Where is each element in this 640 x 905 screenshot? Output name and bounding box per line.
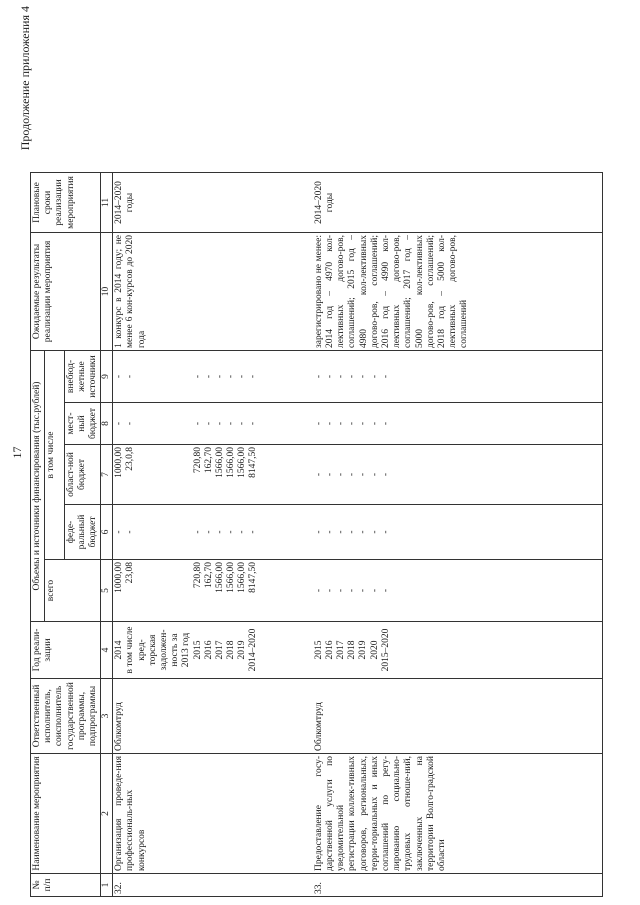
activity-name: Предоставление госу-дарственной услуги по уведомительной регистрации коллек-тивных договоров, региональных, терри-ториальных и иных соглашений по регу-лированию социально-трудовых отноше-ний, заключенных на территории Волго-градской области xyxy=(313,754,603,874)
row-number: 32. xyxy=(113,874,313,897)
regional-values: - - - - - - - xyxy=(313,445,603,505)
header-terms: Плановые сроки реализации мероприятия xyxy=(31,173,101,233)
col-number: 9 xyxy=(101,351,113,403)
row-number: 33. xyxy=(313,874,603,897)
total-values: 1000,00 23,08 720,80 162,70 1566,00 1566,00 1566,00 8147,50 xyxy=(113,560,313,622)
col-number: 2 xyxy=(101,754,113,874)
expected-results: 1 конкурс в 2014 году; не менее 6 кон-курсов до 2020 года xyxy=(113,233,313,351)
offbudget-values: - - - - - - - xyxy=(313,351,603,403)
col-number: 1 xyxy=(101,874,113,897)
executor: Облкомтруд xyxy=(113,679,313,754)
continuation-label: Продолжение приложения 4 xyxy=(18,6,32,151)
header-name: Наименование мероприятия xyxy=(31,754,101,874)
col-number: 8 xyxy=(101,403,113,445)
header-executor: Ответственный исполнитель, соисполнитель государственной программы, подпрограммы xyxy=(31,679,101,754)
col-number: 4 xyxy=(101,622,113,679)
federal-values: - - - - - - - xyxy=(313,505,603,560)
col-number: 5 xyxy=(101,560,113,622)
years-list: 2014 в том числе кред- торская задолжен- ность за 2013 год 2015 2016 2017 2018 2019 2014–2020 xyxy=(113,622,313,679)
terms: 2014–2020 годы xyxy=(113,173,313,233)
header-funding: Объемы и источники финансирования (тыс.рублей) xyxy=(31,351,45,622)
header-including: в том числе xyxy=(45,351,64,560)
years-list: 2015 2016 2017 2018 2019 2020 2015–2020 xyxy=(313,622,603,679)
header-regional: област-ной бюджет xyxy=(64,445,101,505)
header-year: Год реали-зации xyxy=(31,622,101,679)
col-number: 7 xyxy=(101,445,113,505)
regional-values: 1000,00 23,0,8 720,80 162,70 1566,00 1566,00 1566,00 8147,50 xyxy=(113,445,313,505)
header-federal: феде-ральный бюджет xyxy=(64,505,101,560)
total-values: - - - - - - - xyxy=(313,560,603,622)
offbudget-values: - - - - - - - - xyxy=(113,351,313,403)
header-offbudget: внебюд-жетные источники xyxy=(64,351,101,403)
col-number: 3 xyxy=(101,679,113,754)
col-number: 11 xyxy=(101,173,113,233)
table-row xyxy=(113,173,313,897)
federal-values: - - - - - - - - xyxy=(113,505,313,560)
header-results: Ожидаемые результаты реализации мероприятия xyxy=(31,233,101,351)
program-table xyxy=(30,172,603,897)
table-row xyxy=(313,173,603,897)
header-total: всего xyxy=(45,560,101,622)
activity-name: Организация проведе-ния профессиональ-ных конкурсов xyxy=(113,754,313,874)
header-local: мест-ный бюджет xyxy=(64,403,101,445)
header-num: № п/п xyxy=(31,874,101,897)
local-values: - - - - - - - xyxy=(313,403,603,445)
local-values: - - - - - - - - xyxy=(113,403,313,445)
page-number: 17 xyxy=(10,446,24,459)
col-number: 6 xyxy=(101,505,113,560)
terms: 2014–2020 годы xyxy=(313,173,603,233)
expected-results: зарегистрировано не менее: 2014 год – 4970 кол-лективных догово-ров, соглашений; 2015 год – 4980 кол-лективных догово-ров, соглашений; 2016 год – 4990 кол-лективных догово-ров, соглашений; 2017 год – 5000 кол-лективных догово-ров, соглашений; 2018 год – 5000 кол-лективных догово-ров, соглашений xyxy=(313,233,603,351)
executor: Облкомтруд xyxy=(313,679,603,754)
col-number: 10 xyxy=(101,233,113,351)
